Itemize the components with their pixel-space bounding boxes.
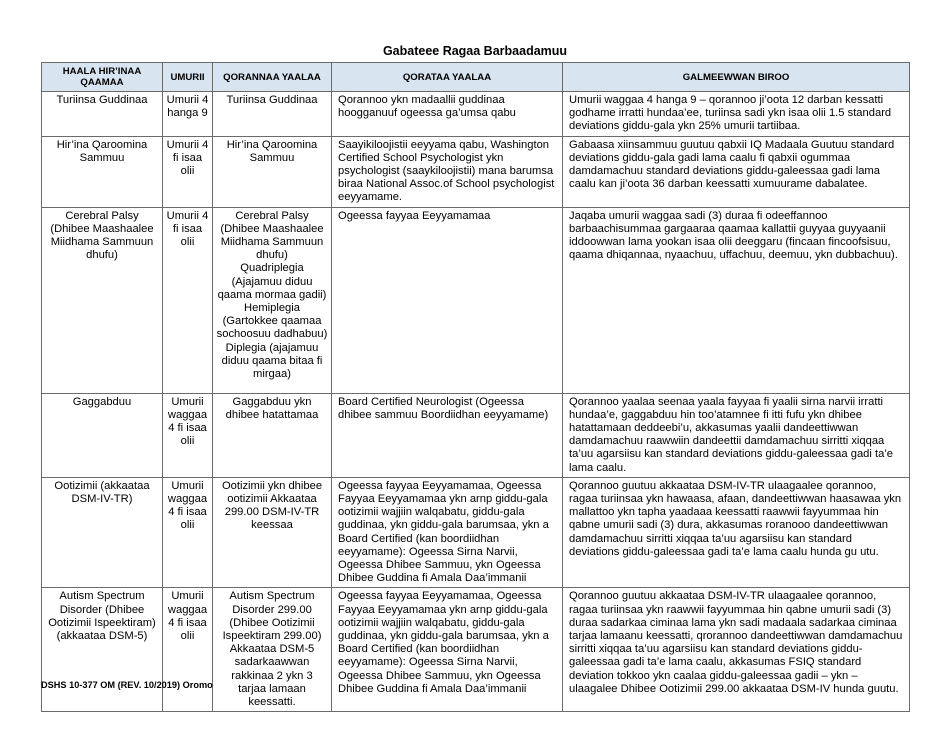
cell-age: Umurii waggaa 4 fi isaa olii [163, 393, 213, 477]
cell-records: Qorannoo guutuu akkaataa DSM-IV-TR ulaagaalee qorannoo, ragaa turiinsaa ykn hawaasa, afaan, dandeettiwwan haasawaa ykn mallattoo ykn tapha yaadaaa keessatti raawwii fayyummaa hin qabne umurii sadi (3) dura, akkasumas roranooo dandeettiwwan damdamachuu sirritti xiqqaa ta’uu agarsiisu kan standard deviations giddu-galeessaa gadi ta’e lama caalu hunda gu utu. [563, 477, 910, 588]
cell-examiner: Ogeessa fayyaa Eeyyamamaa, Ogeessa Fayyaa Eeyyamamaa ykn arnp giddu-gala ootizimii wajjiin walqabatu, giddu-gala guddinaa, ykn giddu-gala barumsaa, ykn a Board Certified (kan boordiidhan eeyyamame): Ogeessa Sirna Narvii, Ogeessa Dhibee Sammuu, ykn Ogeessa Dhibee Guddina fi Amala Daa’immanii [332, 588, 563, 712]
page-title: Gabateee Ragaa Barbaadamuu [382, 44, 568, 58]
table-row [42, 207, 910, 393]
exam-subtype: Hemiplegia (Gartokkee qaamaa sochoosuu dadhabuu) [216, 302, 328, 341]
requirements-table [41, 62, 910, 712]
cell-records: Qorannoo yaalaa seenaa yaala fayyaa fi yaalii sirna narvii irratti hundaa’e, gaggabduu hin too’atamnee fi itti fufu ykn dhibee hatattamaan deddeebi’u, akkasumas yaalii dandeettiwwan damdamachuu raawwiin dandeettii damdamachuu sirritti xiqqaa ta’uu agarsiisu kan standard deviations giddu-galeessaa gadi ta’e lama caalu. [563, 393, 910, 477]
cell-examiner: Ogeessa fayyaa Eeyyamamaa [332, 207, 563, 393]
cell-examiner: Qorannoo ykn madaallii guddinaa hoogganuuf ogeessa ga’umsa qabu [332, 92, 563, 137]
cell-age: Umurii 4 fi isaa olii [163, 207, 213, 393]
cell-condition: Hir’ina Qaroomina Sammuu [42, 136, 163, 207]
table-row [42, 477, 910, 588]
cell-exam: Turiinsa Guddinaa [213, 92, 332, 137]
cell-exam: Hir’ina Qaroomina Sammuu [213, 136, 332, 207]
exam-main-text: Cerebral Palsy (Dhibee Maashaalee Miidhama Sammuun dhufu) [220, 209, 324, 262]
cell-records: Jaqaba umurii waggaa sadi (3) duraa fi odeeffannoo barbaachisummaa gargaaraa qaamaa kallattii guyyaa guyyaanii iddoowwan lama yookan isaa olii deeggaru (fincaan fincoofsisuu, qaama dhiqannaa, nyaachuu, uffachuu, deemuu, ykn dubbachuu). [563, 207, 910, 393]
cell-condition: Cerebral Palsy (Dhibee Maashaalee Miidhama Sammuun dhufu) [42, 207, 163, 393]
cell-exam: Ootizimii ykn dhibee ootizimii Akkaataa 299.00 DSM-IV-TR keessaa [213, 477, 332, 588]
form-number-footer: DSHS 10-377 OM (REV. 10/2019) Oromo [41, 680, 213, 690]
column-header-condition: HAALA HIR’INAA QAAMAA [42, 63, 163, 92]
exam-subtype: Diplegia (ajajamuu diduu qaama bitaa fi mirgaa) [221, 341, 323, 381]
cell-examiner: Ogeessa fayyaa Eeyyamamaa, Ogeessa Fayyaa Eeyyamamaa ykn arnp giddu-gala ootizimii wajjiin walqabatu, giddu-gala guddinaa, ykn giddu-gala barumsaa, ykn a Board Certified (kan boordiidhan eeyyamame): Ogeessa Sirna Narvii, Ogeessa Dhibee Sammuu, ykn Ogeessa Dhibee Guddina fi Amala Daa’immanii [332, 477, 563, 588]
cell-age: Umurii 4 fi isaa olii [163, 136, 213, 207]
cell-condition: Gaggabduu [42, 393, 163, 477]
cell-condition: Ootizimii (akkaataa DSM-IV-TR) [42, 477, 163, 588]
table-row [42, 136, 910, 207]
cell-records: Gabaasa xiinsammuu guutuu qabxii IQ Madaala Guutuu standard deviations giddu-gala gadi lama caalu fi qabxii ogummaa damdamachuu standard deviations giddu-galeessaa gadi lama caalu kan ji’oota 36 darban keessatti xumuurame dabalatee. [563, 136, 910, 207]
cell-exam: Gaggabduu ykn dhibee hatattamaa [213, 393, 332, 477]
table-header-row [42, 63, 910, 92]
cell-exam [213, 207, 332, 393]
table-row [42, 92, 910, 137]
cell-exam: Autism Spectrum Disorder 299.00 (Dhibee Ootizimii Ispeektiram 299.00) Akkaataa DSM-5 sadarkaawwan rakkinaa 2 ykn 3 tarjaa lamaan keessatti. [213, 588, 332, 712]
column-header-examiner: QORATAA YAALAA [332, 63, 563, 92]
cell-age: Umurii 4 hanga 9 [163, 92, 213, 137]
column-header-records: GALMEEWWAN BIROO [563, 63, 910, 92]
cell-examiner: Board Certified Neurologist (Ogeessa dhibee sammuu Boordiidhan eeyyamame) [332, 393, 563, 477]
column-header-age: UMURII [163, 63, 213, 92]
cell-records: Qorannoo guutuu akkaataa DSM-IV-TR ulaagaalee qorannoo, ragaa turiinsaa ykn raawwii fayyummaa hin qabne umurii sadi (3) duraa sadarkaa ciminaa lama ykn sadi madaala sadarkaa ciminaa tarjaa lamaanu keessatti, qrorannoo dandeettiwwan damdamachuu sirritti xiqqaa ta’uu agarsiisu kan standard deviations giddu-galeessaa gadi ta’e lama caalu, akkasumas FSIQ standard deviation tokkoo ykn caalaa giddu-galeessaa gadii – ykn – ulaagalee Dhibee Ootizimii 299.00 akkaataa DSM-IV hunda guutu. [563, 588, 910, 712]
cell-examiner: Saayikiloojistii eeyyama qabu, Washington Certified School Psychologist ykn psychologist (saaykiloojistii) mana barumsa biraa National Assoc.of School psychologist eeyyamame. [332, 136, 563, 207]
cell-condition: Autism Spectrum Disorder (Dhibee Ootizimii Ispeektiram) (akkaataa DSM-5) [42, 588, 163, 712]
column-header-exam: QORANNAA YAALAA [213, 63, 332, 92]
cell-condition: Turiinsa Guddinaa [42, 92, 163, 137]
table-row [42, 588, 910, 712]
cell-records: Umurii waggaa 4 hanga 9 – qorannoo ji’oota 12 darban kessatti godhame irratti hundaa’ee, turiinsa sadi ykn isaa olii 1.5 standard deviations giddu-gala ykn 25% umurii tartiibaa. [563, 92, 910, 137]
cell-age: Umurii waggaa 4 fi isaa olii [163, 477, 213, 588]
table-row [42, 393, 910, 477]
exam-subtype: Quadriplegia (Ajajamuu diduu qaama mormaa gadii) [217, 262, 327, 301]
cell-age: Umurii waggaa 4 fi isaa olii [163, 588, 213, 712]
